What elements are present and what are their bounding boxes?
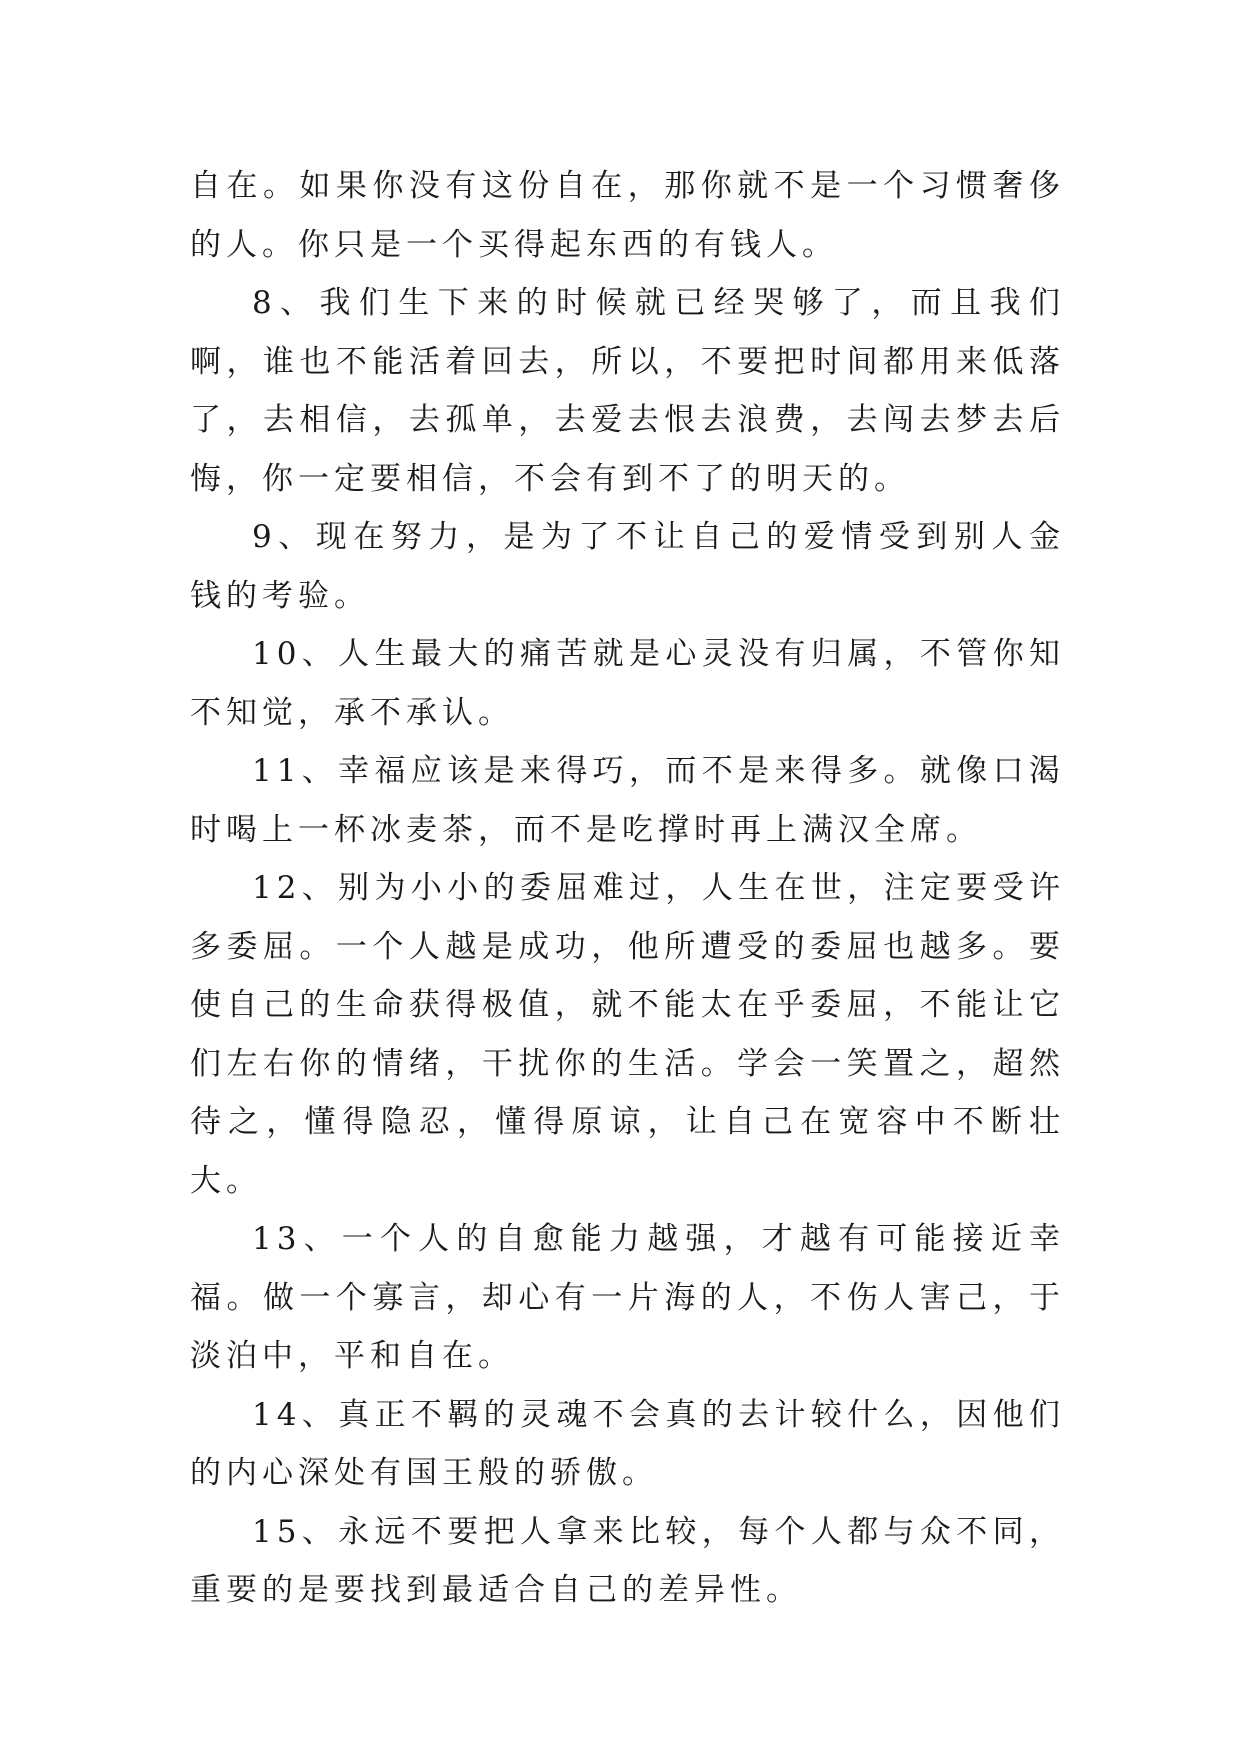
paragraph-item-12: 12、别为小小的委屈难过，人生在世，注定要受许多委屈。一个人越是成功，他所遭受的委屈也越多。要使自己的生命获得极值，就不能太在乎委屈，不能让它们左右你的情绪，干扰你的生活。学会一笑置之，超然待之，懂得隐忍，懂得原谅，让自己在宽容中不断壮大。 bbox=[190, 870, 1065, 1199]
paragraph-item-15: 15、永远不要把人拿来比较，每个人都与众不同，重要的是要找到最适合自己的差异性。 bbox=[190, 1513, 1065, 1608]
paragraph-item-9: 9、现在努力，是为了不让自己的爱情受到别人金钱的考验。 bbox=[190, 519, 1065, 614]
paragraph-item-13: 13、一个人的自愈能力越强，才越有可能接近幸福。做一个寡言，却心有一片海的人，不伤人害己，于淡泊中，平和自在。 bbox=[190, 1221, 1065, 1374]
paragraph-item-10: 10、人生最大的痛苦就是心灵没有归属，不管你知不知觉，承不承认。 bbox=[190, 636, 1065, 731]
paragraph-item-14: 14、真正不羁的灵魂不会真的去计较什么，因他们的内心深处有国王般的骄傲。 bbox=[190, 1396, 1065, 1491]
paragraph-item-11: 11、幸福应该是来得巧，而不是来得多。就像口渴时喝上一杯冰麦茶，而不是吃撑时再上满汉全席。 bbox=[190, 753, 1065, 848]
paragraph-continuation: 自在。如果你没有这份自在，那你就不是一个习惯奢侈的人。你只是一个买得起东西的有钱人。 bbox=[190, 168, 1065, 263]
paragraph-item-8: 8、我们生下来的时候就已经哭够了，而且我们啊，谁也不能活着回去，所以，不要把时间都用来低落了，去相信，去孤单，去爱去恨去浪费，去闯去梦去后悔，你一定要相信，不会有到不了的明天的。 bbox=[190, 285, 1065, 497]
document-body bbox=[190, 157, 1065, 1620]
